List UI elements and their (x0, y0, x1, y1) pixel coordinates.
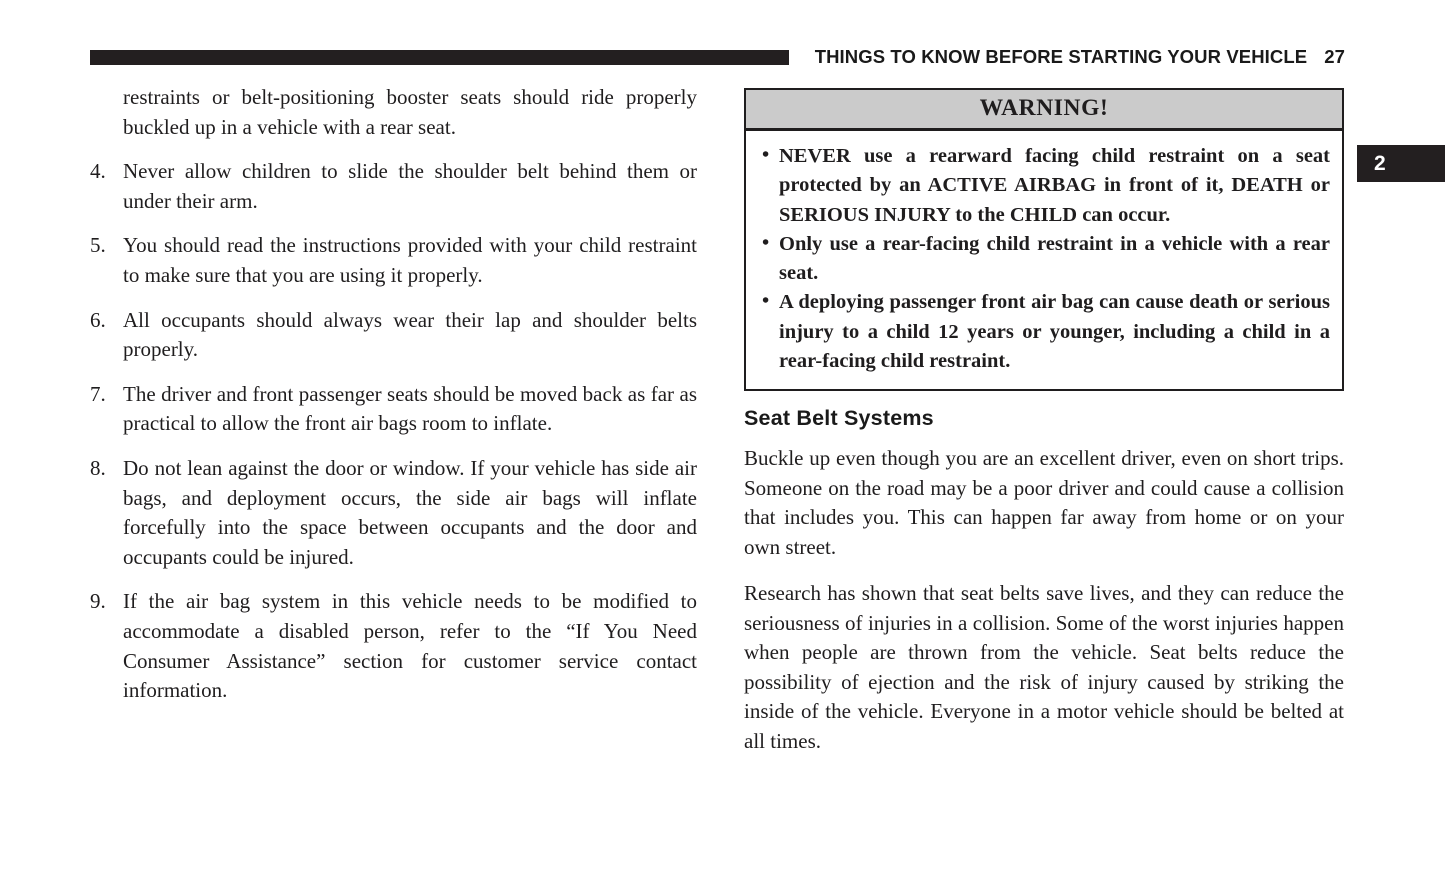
body-paragraph: Buckle up even though you are an excellent driver, even on short trips. Someone on the road may be a poor driver and could cause a collision that includes you. This can happen far away from home or on your own street. (744, 446, 1344, 559)
warning-bullet-item (759, 230, 1330, 289)
header-rule (90, 50, 789, 65)
bullet-icon: • (762, 144, 770, 166)
list-item (90, 157, 697, 216)
list-item (90, 231, 697, 290)
running-header (815, 46, 1345, 68)
list-item-text: The driver and front passenger seats should be moved back as far as practical to allow the front air bags room to inflate. (123, 381, 697, 436)
list-item (90, 380, 697, 439)
list-item-number: 7. (90, 381, 106, 406)
list-item-text: All occupants should always wear their lap and shoulder belts properly. (123, 307, 697, 362)
list-item-text: Never allow children to slide the shoulder belt behind them or under their arm. (123, 159, 697, 213)
numbered-list (90, 157, 697, 706)
page-number: 27 (1324, 46, 1345, 67)
bullet-icon: • (762, 290, 770, 313)
list-item (90, 306, 697, 365)
warning-bullet-text: NEVER use a rearward facing child restraint on a seat protected by an ACTIVE AIRBAG in front of it, DEATH or SERIOUS INJURY to the CHILD can occur. (779, 145, 1330, 226)
warning-bullet-text: A deploying passenger front air bag can cause death or serious injury to a child 12 years or younger, including a child in a rear-facing child restraint. (779, 291, 1330, 373)
warning-box-title: WARNING! (746, 90, 1342, 131)
list-item-text: If the air bag system in this vehicle needs to be modified to accommodate a disabled person, refer to the “If You Need Consumer Assistance” section for customer service contact information. (123, 589, 697, 703)
right-column (744, 88, 1344, 773)
left-column (90, 83, 697, 721)
list-item-text: You should read the instructions provided with your child restraint to make sure that you are using it properly. (123, 233, 697, 287)
body-paragraphs (744, 444, 1344, 756)
list-item-number: 5. (90, 233, 106, 258)
warning-box (744, 88, 1344, 391)
section-heading: Seat Belt Systems (744, 406, 934, 431)
warning-bullet-text: Only use a rear-facing child restraint in a vehicle with a rear seat. (779, 232, 1330, 285)
body-paragraph: Research has shown that seat belts save lives, and they can reduce the seriousness of injuries in a collision. Some of the worst injuries happen when people are thrown from the vehicle. Seat belts reduce the possibility of ejection and the risk of injury caused by striking the inside of the vehicle. Everyone in a motor vehicle should be belted at all times. (744, 581, 1344, 753)
list-item-number: 6. (90, 307, 106, 332)
list-item-text: Do not lean against the door or window. If your vehicle has side air bags, and deployment occurs, the side air bags will inflate forcefully into the space between occupants and the door and occupants could be injured. (123, 455, 697, 569)
chapter-tab (1357, 145, 1445, 182)
warning-bullet-item (759, 288, 1330, 376)
running-header-title: THINGS TO KNOW BEFORE STARTING YOUR VEHICLE (814, 46, 1308, 67)
warning-bullet-item (759, 142, 1330, 230)
list-item-number: 4. (90, 159, 106, 184)
list-item (90, 454, 697, 572)
list-item-number: 8. (90, 455, 106, 480)
list-item-number: 9. (90, 589, 106, 614)
list-item (90, 587, 697, 705)
warning-bullet-list (746, 131, 1342, 389)
chapter-tab-label: 2 (1374, 151, 1386, 175)
intro-paragraph: restraints or belt-positioning booster seats should ride properly buckled up in a vehicle with a rear seat. (123, 85, 697, 139)
page-header (90, 46, 1345, 68)
bullet-icon: • (762, 231, 770, 254)
